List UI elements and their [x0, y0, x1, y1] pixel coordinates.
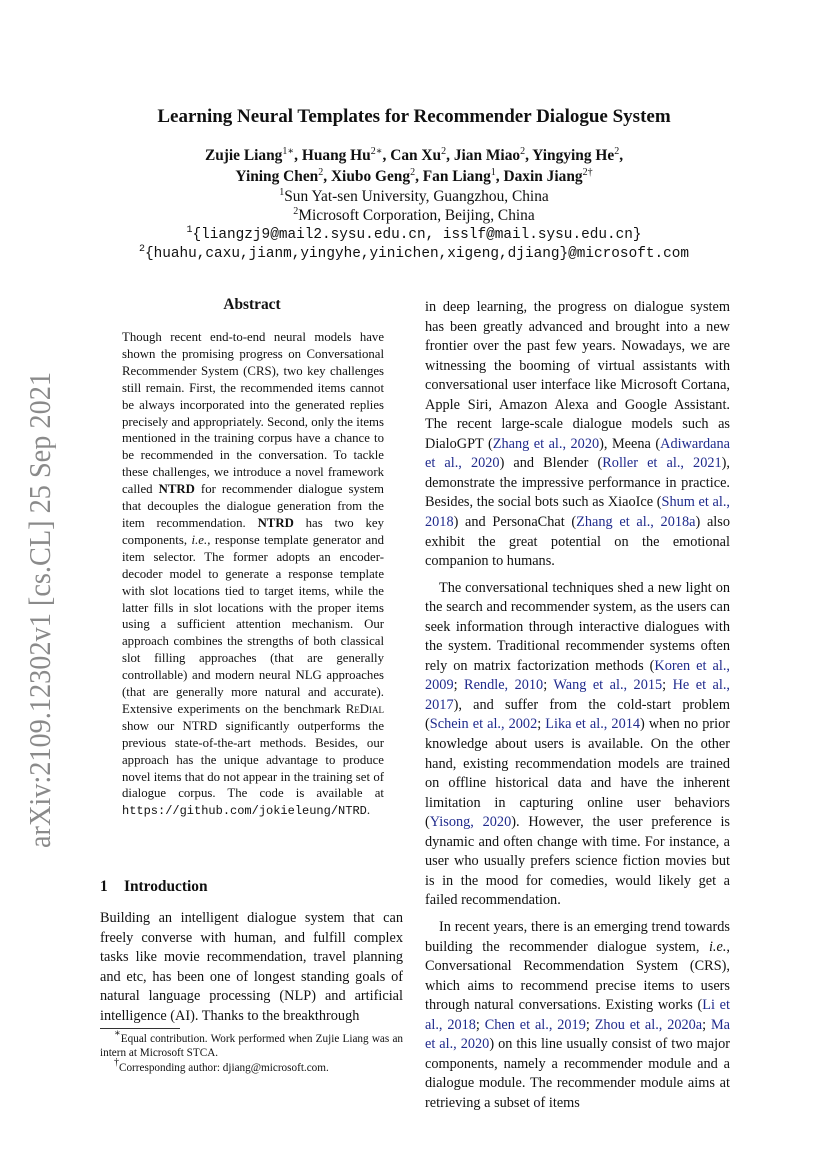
citation[interactable]: Roller et al., 2021 [602, 455, 722, 472]
citation[interactable]: Rendle, 2010 [464, 677, 544, 694]
footnote-2: †Corresponding author: djiang@microsoft.com. [114, 1057, 329, 1074]
affiliation-1: $^1$Sun Yat-sen University, Guangzhou, China [279, 187, 549, 205]
arxiv-id: arXiv:2109.12302v1 [cs.CL] 25 Sep 2021 [22, 326, 56, 848]
citation[interactable]: Lika et al., 2014 [545, 716, 641, 733]
citation[interactable]: Shum et al., 2018 [425, 494, 730, 531]
intro-right-text [425, 298, 730, 1113]
citation[interactable]: Koren et al., 2009 [425, 657, 730, 694]
email-line-1: $^1${liangzj9@mail2.sysu.edu.cn, isslf@mail.sysu.edu.cn} [186, 225, 642, 243]
author-mark: 2 [614, 146, 620, 157]
author-mark: 2† [582, 167, 593, 178]
citation[interactable]: He et al., 2017 [425, 677, 731, 713]
author-name: Yining Chen [235, 168, 319, 185]
author-mark: 2∗ [370, 146, 383, 157]
section-heading-introduction: 1 Introduction [100, 878, 208, 895]
affiliation-2: $^2$Microsoft Corporation, Beijing, China [293, 206, 535, 224]
citation[interactable]: Zhou et al., 2020a [594, 1016, 703, 1033]
paragraph: The conversational techniques shed a new light on the search and recommender system, as the users can seek information through interactive dialogues with the system. Traditional recommender systems often rely on matrix factorization methods (Koren et al., 2009; Rendle, 2010; Wang et al., 2015; He et al., 2017), and suffer from the cold-start problem (Schein et al., 2002; Lika et al., 2014) when no prior knowledge about users is available. On the other hand, existing recommendation models are trained on offline historical data and have the inherent limitation in capturing online user behaviors (Yisong, 2020). However, the user preference is dynamic and often change with time. For instance, a user who usually prefers science fiction movies but is in the mood for comedies, would likely get a failed recommendation. [425, 579, 731, 909]
citation[interactable]: Schein et al., 2002 [429, 716, 538, 733]
footnote-1: ∗Equal contribution. Work performed when Zujie Liang was an intern at Microsoft STCA. [100, 1028, 403, 1060]
author-line-2: Yining Chen$^2$, Xiubo Geng$^2$, Fan Liang$^1$, Daxin Jiang$^{2\dagger}$ [235, 167, 593, 185]
footnote-rule [100, 1028, 180, 1029]
paragraph: In recent years, there is an emerging trend towards building the recommender dialogue system, i.e., Conversational Recommendation System (CRS), which aims to recommend precise items to users through natural conversations. Existing works (Li et al., 2018; Chen et al., 2019; Zhou et al., 2020a; Ma et al., 2020) on this line usually consist of two major components, namely a recommender module and a dialogue module. The recommender module aims at retrieving a subset of items [425, 918, 731, 1111]
author-name: Fan Liang [422, 168, 491, 185]
citation[interactable]: Chen et al., 2019 [484, 1016, 586, 1033]
author-mark: 2 [410, 167, 416, 178]
citation[interactable]: Zhang et al., 2020 [492, 435, 600, 452]
author-mark: 2 [318, 167, 324, 178]
paragraph: in deep learning, the progress on dialogue system has been greatly advanced and brought into a new frontier over the past few years. Nowadays, we are witnessing the booming of virtual assistants with conversational user interface like Microsoft Cortana, Apple Siri, Amazon Alexa and Google Assistant. The recent large-scale dialogue models such as DialoGPT (Zhang et al., 2020), Meena (Adiwardana et al., 2020) and Blender (Roller et al., 2021), demonstrate the impressive performance in practice. Besides, the social bots such as XiaoIce (Shum et al., 2018) and PersonaChat (Zhang et al., 2018a) also exhibit the great potential on the emotional companion to humans. [425, 299, 730, 570]
citation[interactable]: Yisong, 2020 [429, 814, 512, 831]
citation[interactable]: Adiwardana et al., 2020 [425, 435, 730, 472]
author-name: Huang Hu [301, 147, 371, 164]
author-name: Jian Miao [453, 147, 521, 164]
abstract-body: Though recent end-to-end neural models have shown the promising progress on Conversational Recommender System (CRS), two key challenges still remain. First, the recommended items cannot be always incorporated into the generated replies precisely and appropriately. Second, only the items mentioned in the training corpus have a chance to be recommended in the conversation. To tackle these challenges, we introduce a novel framework called NTRD for recommender dialogue system that decouples the dialogue generation from the item recommendation. NTRD has two key components, i.e., response template generator and item selector. The former adopts an encoder-decoder model to generate a response template with slot locations tied to target items, while the latter fills in slot locations with the proper items using a sufficient attention mechanism. Our approach combines the strengths of both classical slot filling approaches (that are generally controllable) and modern neural NLG approaches (that are generally more natural and accurate). Extensive experiments on the benchmark ReDial show our NTRD significantly outperforms the previous state-of-the-art methods. Besides, our approach has the unique advantage to produce novel items that do not appear in the training set of dialogue corpus. The code is available at https://github.com/jokieleung/NTRD. [122, 330, 384, 819]
abstract-heading: Abstract [223, 296, 281, 313]
author-mark: 1∗ [282, 146, 295, 157]
author-name: Xiubo Geng [330, 168, 411, 185]
citation[interactable]: Zhang et al., 2018a [576, 514, 696, 531]
citation[interactable]: Li et al., 2018 [425, 997, 730, 1033]
author-name: Daxin Jiang [503, 168, 583, 185]
citation[interactable]: Wang et al., 2015 [553, 677, 663, 694]
author-mark: 2 [441, 146, 447, 157]
author-name: Yingying He [532, 147, 615, 164]
paper-title: Learning Neural Templates for Recommender Dialogue System [157, 106, 671, 127]
author-mark: 1 [490, 167, 496, 178]
intro-left-text: Building an intelligent dialogue system that can freely converse with human, and fulfill complex tasks like movie recommendation, travel planning and etc, has been one of longest standing goals of natural language processing (NLP) and artificial intelligence (AI). Thanks to the breakthrough [100, 910, 403, 1024]
citation[interactable]: Ma et al., 2020 [425, 1016, 731, 1053]
author-name: Can Xu [390, 147, 442, 164]
code-link[interactable]: https://github.com/jokieleung/NTRD [122, 804, 367, 819]
author-line-1: Zujie Liang$^{1∗}$, Huang $Hu^{2∗}$, Can Xu$^2$, Jian Miao$^2$, Yingying He$^2$, [204, 146, 624, 164]
email-line-2: $^2${huahu,caxu,jianm,yingyhe,yinichen,xigeng,djiang}@microsoft.com [138, 244, 690, 262]
author-mark: 2 [520, 146, 526, 157]
author-name: Zujie Liang [204, 147, 283, 164]
